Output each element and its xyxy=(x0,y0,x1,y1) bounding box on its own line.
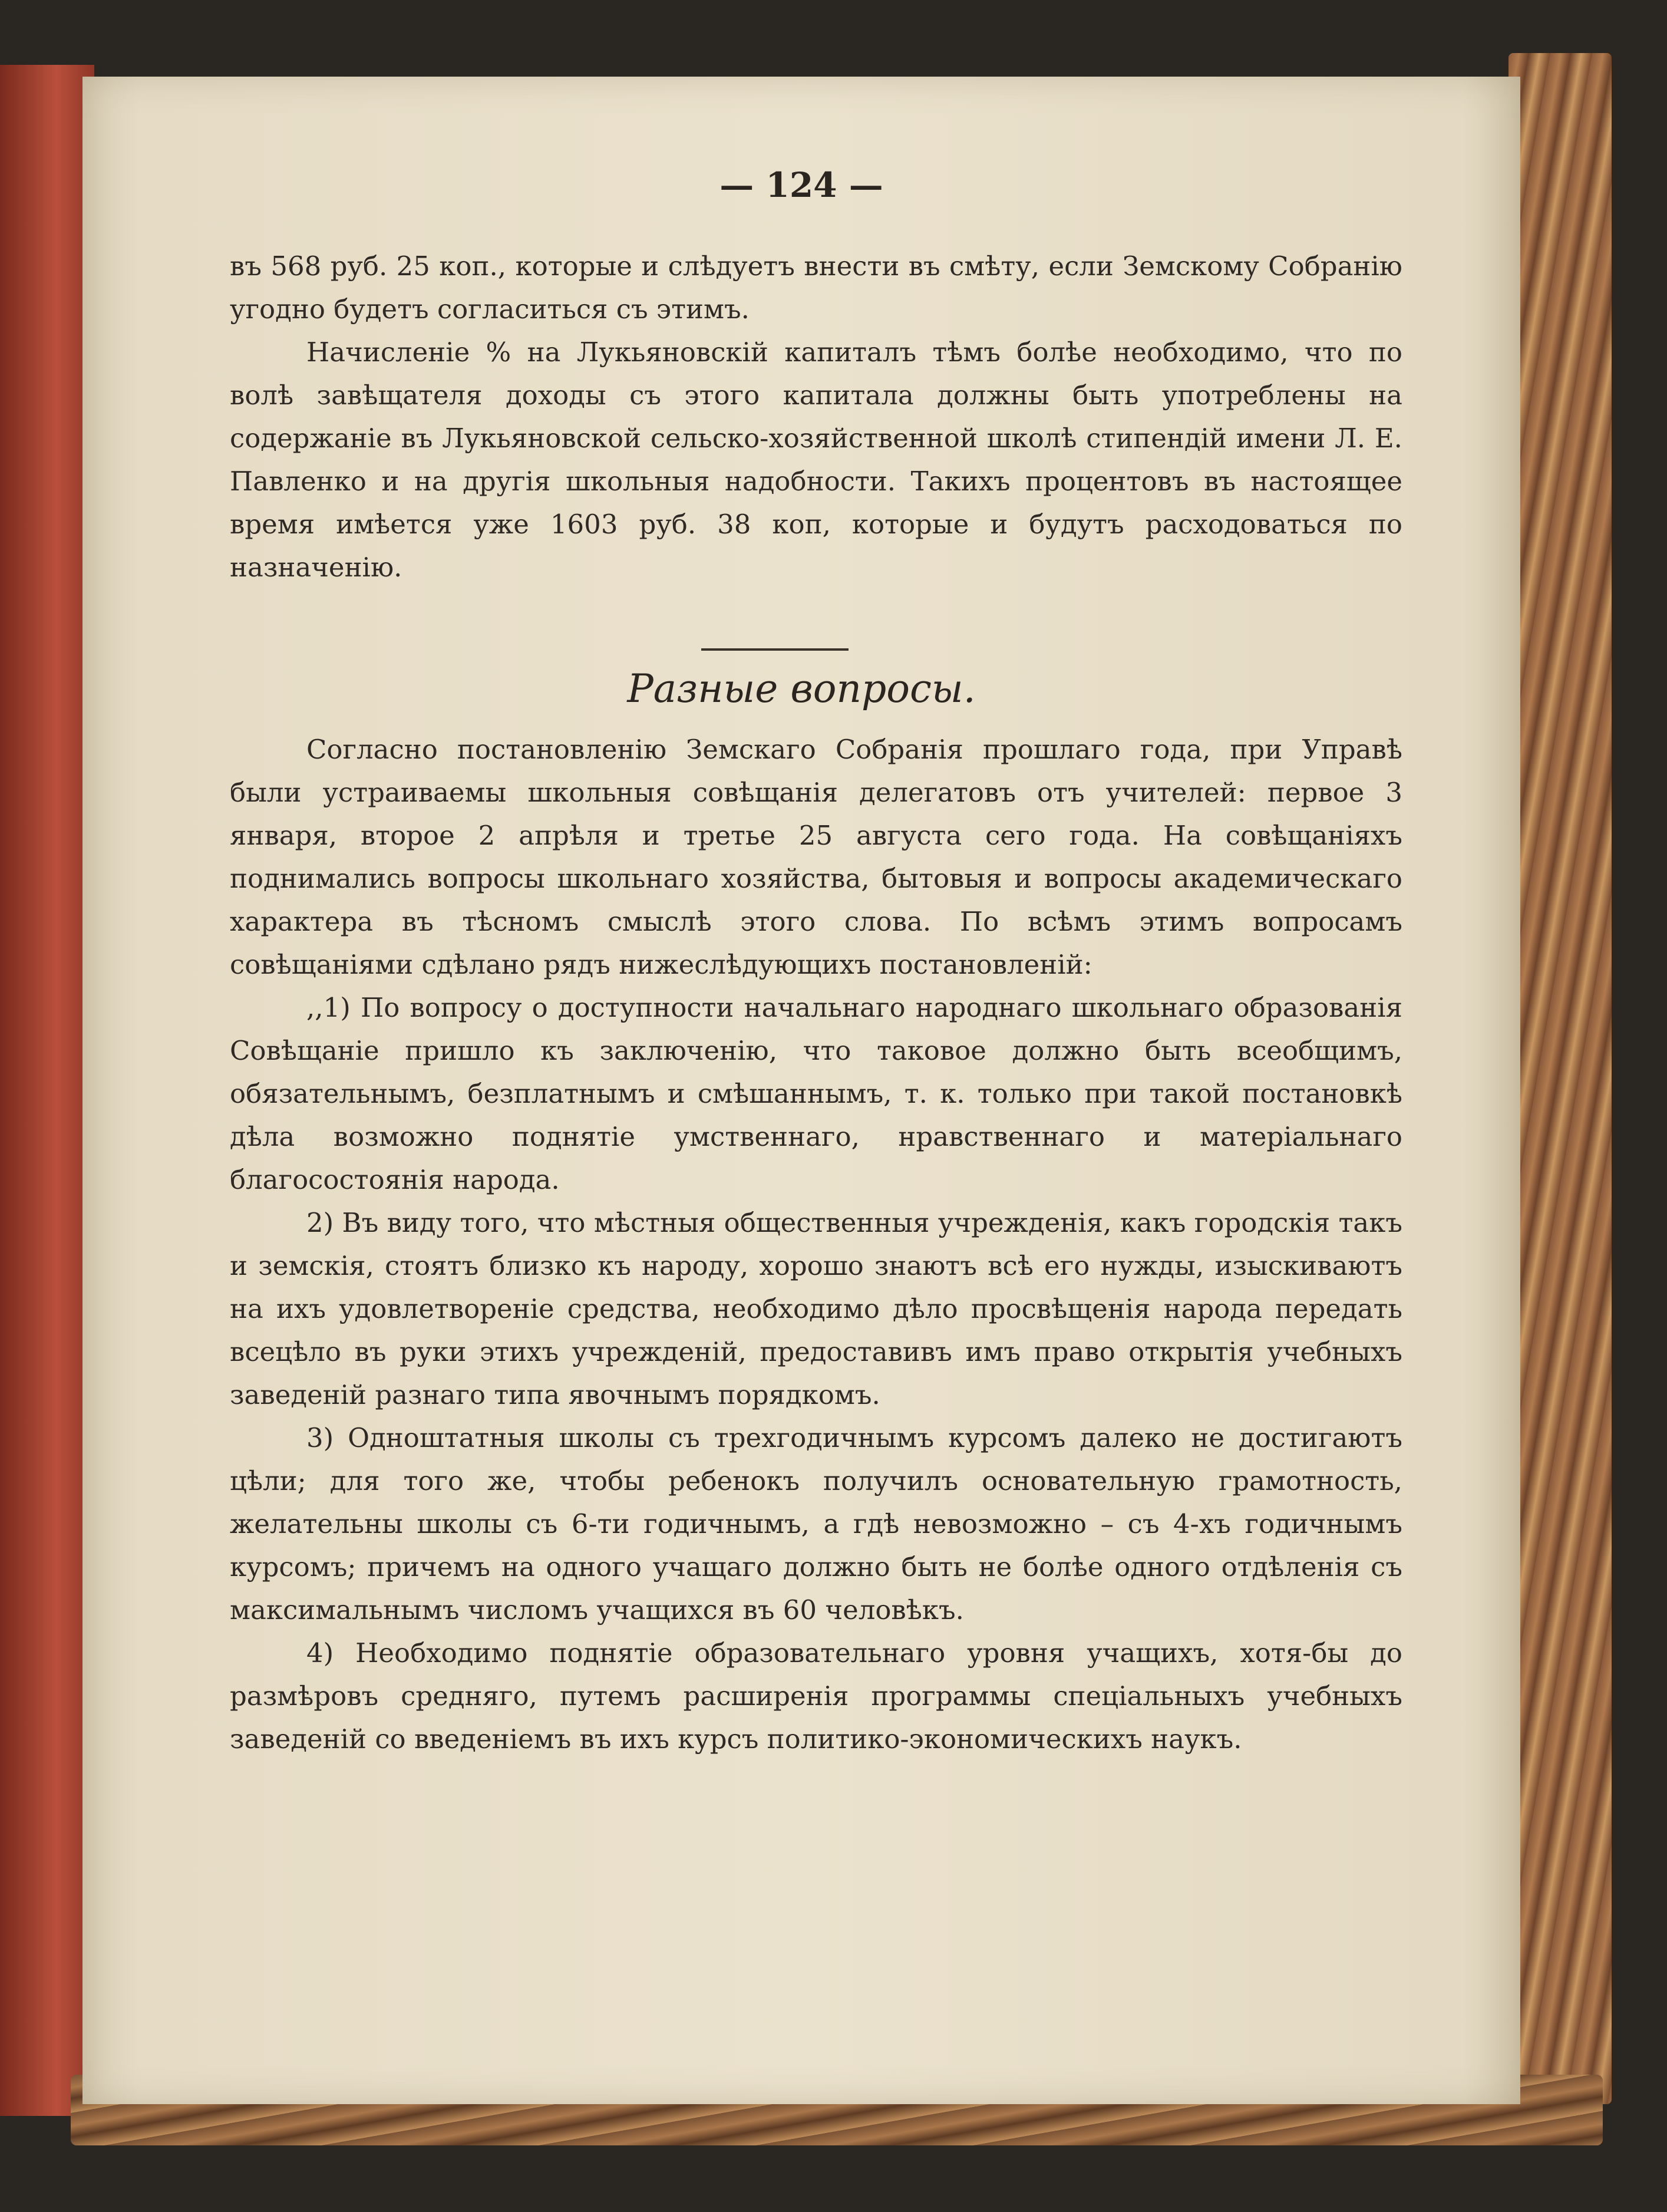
book-page xyxy=(82,77,1520,2104)
section-paragraph-5: 4) Необходимо поднятіе образовательнаго уровня учащихъ, хотя-бы до размѣровъ средняго, путемъ расширенія программы спеціальныхъ учебныхъ заведеній со введеніемъ въ ихъ курсъ политико-экономическихъ наукъ. xyxy=(230,1637,1402,1755)
section-text xyxy=(230,728,1402,1761)
book-page-edges-right xyxy=(1508,53,1612,2104)
section-paragraph-1: Согласно постановленію Земскаго Собранія прошлаго года, при Управѣ были устраиваемы школьныя совѣщанія делегатовъ отъ учителей: первое 3 января, второе 2 апрѣля и третье 25 августа сего года. На совѣщаніяхъ поднимались вопросы школьнаго хозяйства, бытовыя и вопросы академическаго характера въ тѣсномъ смыслѣ этого слова. По всѣмъ этимъ вопросамъ совѣщаніями сдѣлано рядъ нижеслѣдующихъ постановленій: xyxy=(230,734,1402,980)
intro-text xyxy=(230,245,1402,589)
section-paragraph-4: 3) Одноштатныя школы съ трехгодичнымъ курсомъ далеко не достигаютъ цѣли; для того же, чтобы ребенокъ получилъ основательную грамотность, желательны школы съ 6-ти годичнымъ, а гдѣ невозможно – съ 4-хъ годичнымъ курсомъ; причемъ на одного учащаго должно быть не болѣе одного отдѣленія съ максимальнымъ числомъ учащихся въ 60 человѣкъ. xyxy=(230,1422,1402,1626)
section-title: Разные вопросы. xyxy=(627,666,976,711)
section-divider xyxy=(701,648,849,651)
intro-paragraph-2: Начисленіе % на Лукьяновскій капиталъ тѣмъ болѣе необходимо, что по волѣ завѣщателя доходы съ этого капитала должны быть употреблены на содержаніе въ Лукьяновской сельско-хозяйственной школѣ стипендій имени Л. Е. Павленко и на другія школьныя надобности. Такихъ процентовъ въ настоящее время имѣется уже 1603 руб. 38 коп, которые и будутъ расходоваться по назначенію. xyxy=(230,337,1402,583)
section-paragraph-2: ,,1) По вопросу о доступности начальнаго народнаго школьнаго образованія Совѣщаніе пришло къ заключенію, что таковое должно быть всеобщимъ, обязательнымъ, безплатнымъ и смѣшаннымъ, т. к. только при такой постановкѣ дѣла возможно поднятіе умственнаго, нравственнаго и матеріальнаго благосостоянія народа. xyxy=(230,992,1402,1195)
section-paragraph-3: 2) Въ виду того, что мѣстныя общественныя учрежденія, какъ городскія такъ и земскія, стоятъ близко къ народу, хорошо знаютъ всѣ его нужды, изыскиваютъ на ихъ удовлетвореніе средства, необходимо дѣло просвѣщенія народа передать всецѣло въ руки этихъ учрежденій, предоставивъ имъ право открытія учебныхъ заведеній разнаго типа явочнымъ порядкомъ. xyxy=(230,1207,1402,1410)
intro-paragraph-1: въ 568 руб. 25 коп., которые и слѣдуетъ внести въ смѣту, если Земскому Собранію угодно будетъ согласиться съ этимъ. xyxy=(230,250,1402,325)
book-cover-left xyxy=(0,65,94,2116)
page-number: — 124 — xyxy=(719,165,883,205)
